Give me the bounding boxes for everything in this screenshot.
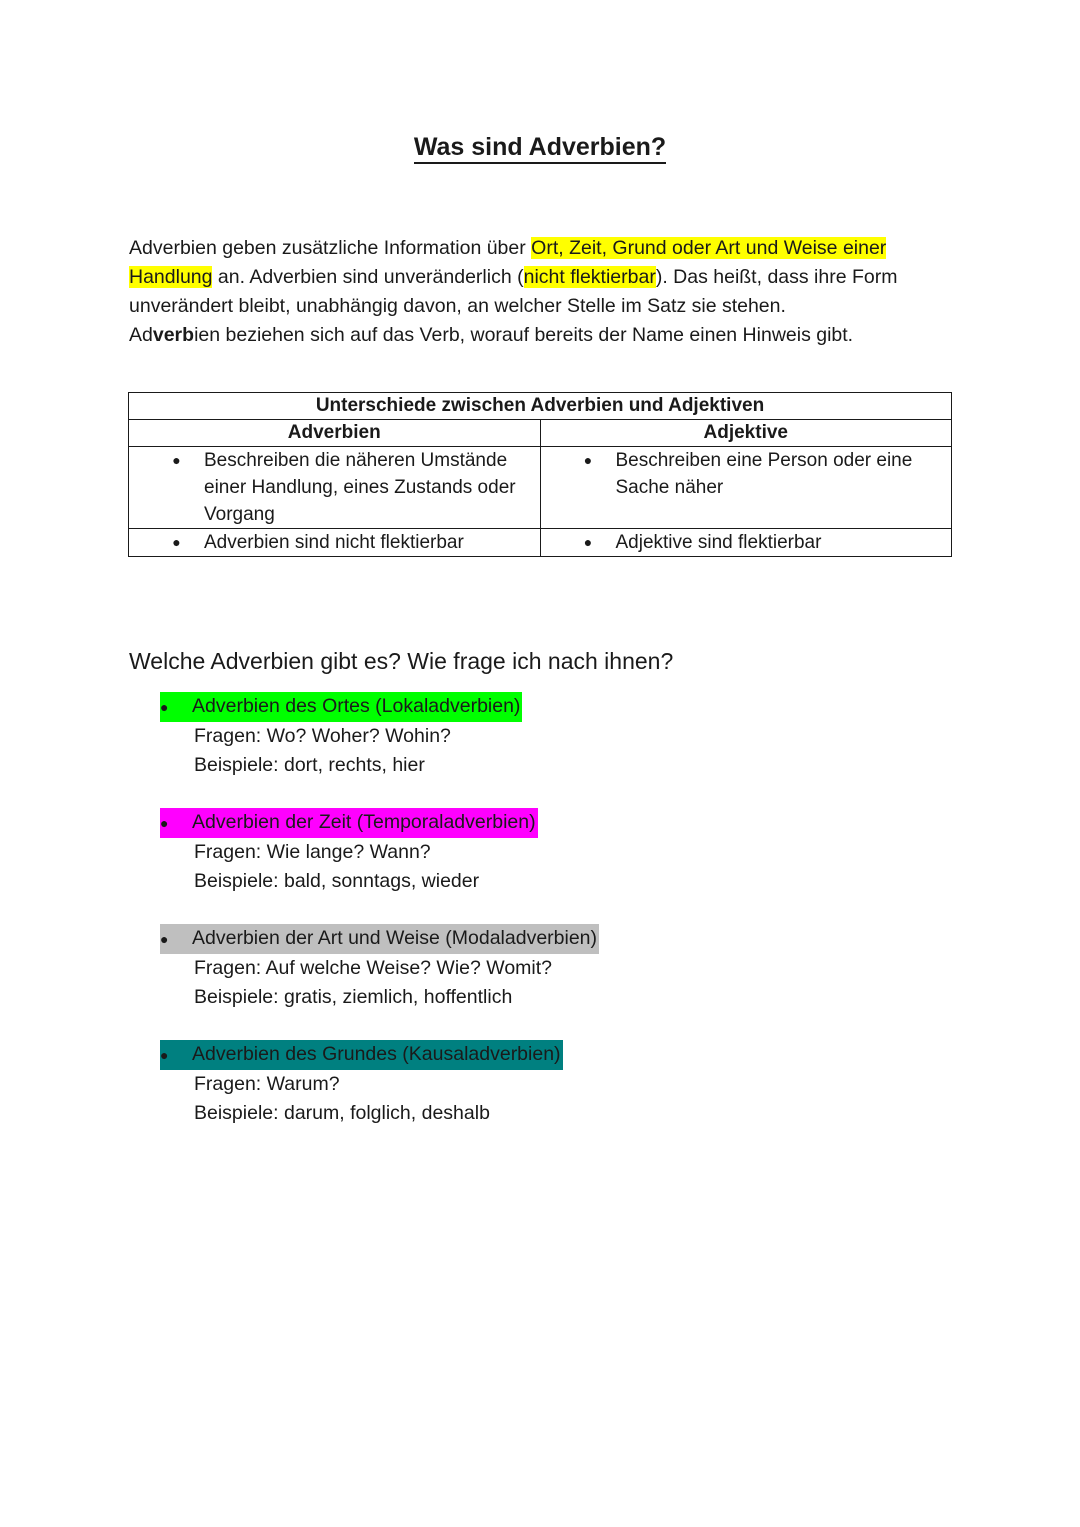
bullet-icon: ● — [160, 815, 169, 831]
category-lokal — [160, 692, 860, 780]
category-examples: Beispiele: dort, rechts, hier — [194, 754, 425, 776]
category-examples: Beispiele: bald, sonntags, wieder — [194, 870, 480, 892]
category-label: ● Adverbien der Zeit (Temporaladverbien) — [160, 808, 538, 838]
category-questions: Fragen: Warum? — [194, 1073, 340, 1095]
page-title: Was sind Adverbien? — [0, 130, 1080, 164]
column-header-adverbien: Adverbien — [129, 420, 541, 447]
intro-text: Adverbien geben zusätzliche Information über — [129, 237, 532, 259]
bullet-icon: ● — [172, 534, 181, 550]
table-row — [129, 529, 952, 557]
table-cell: Beschreiben die näheren Umstände einer Handlung, eines Zustands oder Vorgang — [204, 450, 516, 525]
category-label: ● Adverbien der Art und Weise (Modaladverbien) — [160, 924, 599, 954]
bullet-icon: ● — [160, 1047, 169, 1063]
column-header-adjektive: Adjektive — [540, 420, 952, 447]
intro-paragraph — [129, 234, 929, 350]
bullet-icon: ● — [172, 452, 181, 468]
category-temporal — [160, 808, 860, 896]
bullet-icon: ● — [160, 931, 169, 947]
intro-text: ien beziehen sich auf das Verb, worauf bereits der Name einen Hinweis gibt. — [194, 324, 854, 346]
section-heading: Welche Adverbien gibt es? Wie frage ich nach ihnen? — [129, 648, 674, 674]
category-kausal — [160, 1040, 860, 1128]
intro-text: Ad — [129, 324, 153, 346]
bullet-icon: ● — [583, 534, 593, 550]
category-modal — [160, 924, 860, 1012]
category-label: ● Adverbien des Ortes (Lokaladverbien) — [160, 692, 522, 722]
category-questions: Fragen: Wo? Woher? Wohin? — [194, 725, 451, 747]
highlight-circumstances: Ort, Zeit, Grund oder Art und Weise einer Handlung — [129, 237, 887, 288]
bullet-icon: ● — [583, 452, 593, 468]
bullet-icon: ● — [160, 699, 169, 715]
table-cell: Adverbien sind nicht flektierbar — [204, 532, 464, 553]
category-label: ● Adverbien des Grundes (Kausaladverbien) — [160, 1040, 563, 1070]
table-cell: Adjektive sind flektierbar — [615, 532, 822, 553]
category-questions: Fragen: Wie lange? Wann? — [194, 841, 431, 863]
comparison-table — [128, 392, 952, 557]
intro-text: an. Adverbien sind unveränderlich ( — [212, 266, 524, 288]
category-examples: Beispiele: darum, folglich, deshalb — [194, 1102, 490, 1124]
table-row — [129, 447, 952, 529]
highlight-not-inflectable: nicht flektierbar — [523, 266, 656, 288]
category-questions: Fragen: Auf welche Weise? Wie? Womit? — [194, 957, 553, 979]
table-title: Unterschiede zwischen Adverbien und Adjektiven — [129, 393, 952, 420]
intro-text: ). Das heißt, dass ihre Form unverändert bleibt, unabhängig davon, an welcher Stelle im Satz sie stehen. — [129, 266, 898, 317]
table-cell: Beschreiben eine Person oder eine Sache näher — [615, 450, 913, 498]
category-examples: Beispiele: gratis, ziemlich, hoffentlich — [194, 986, 513, 1008]
intro-bold-verb: verb — [152, 324, 195, 346]
